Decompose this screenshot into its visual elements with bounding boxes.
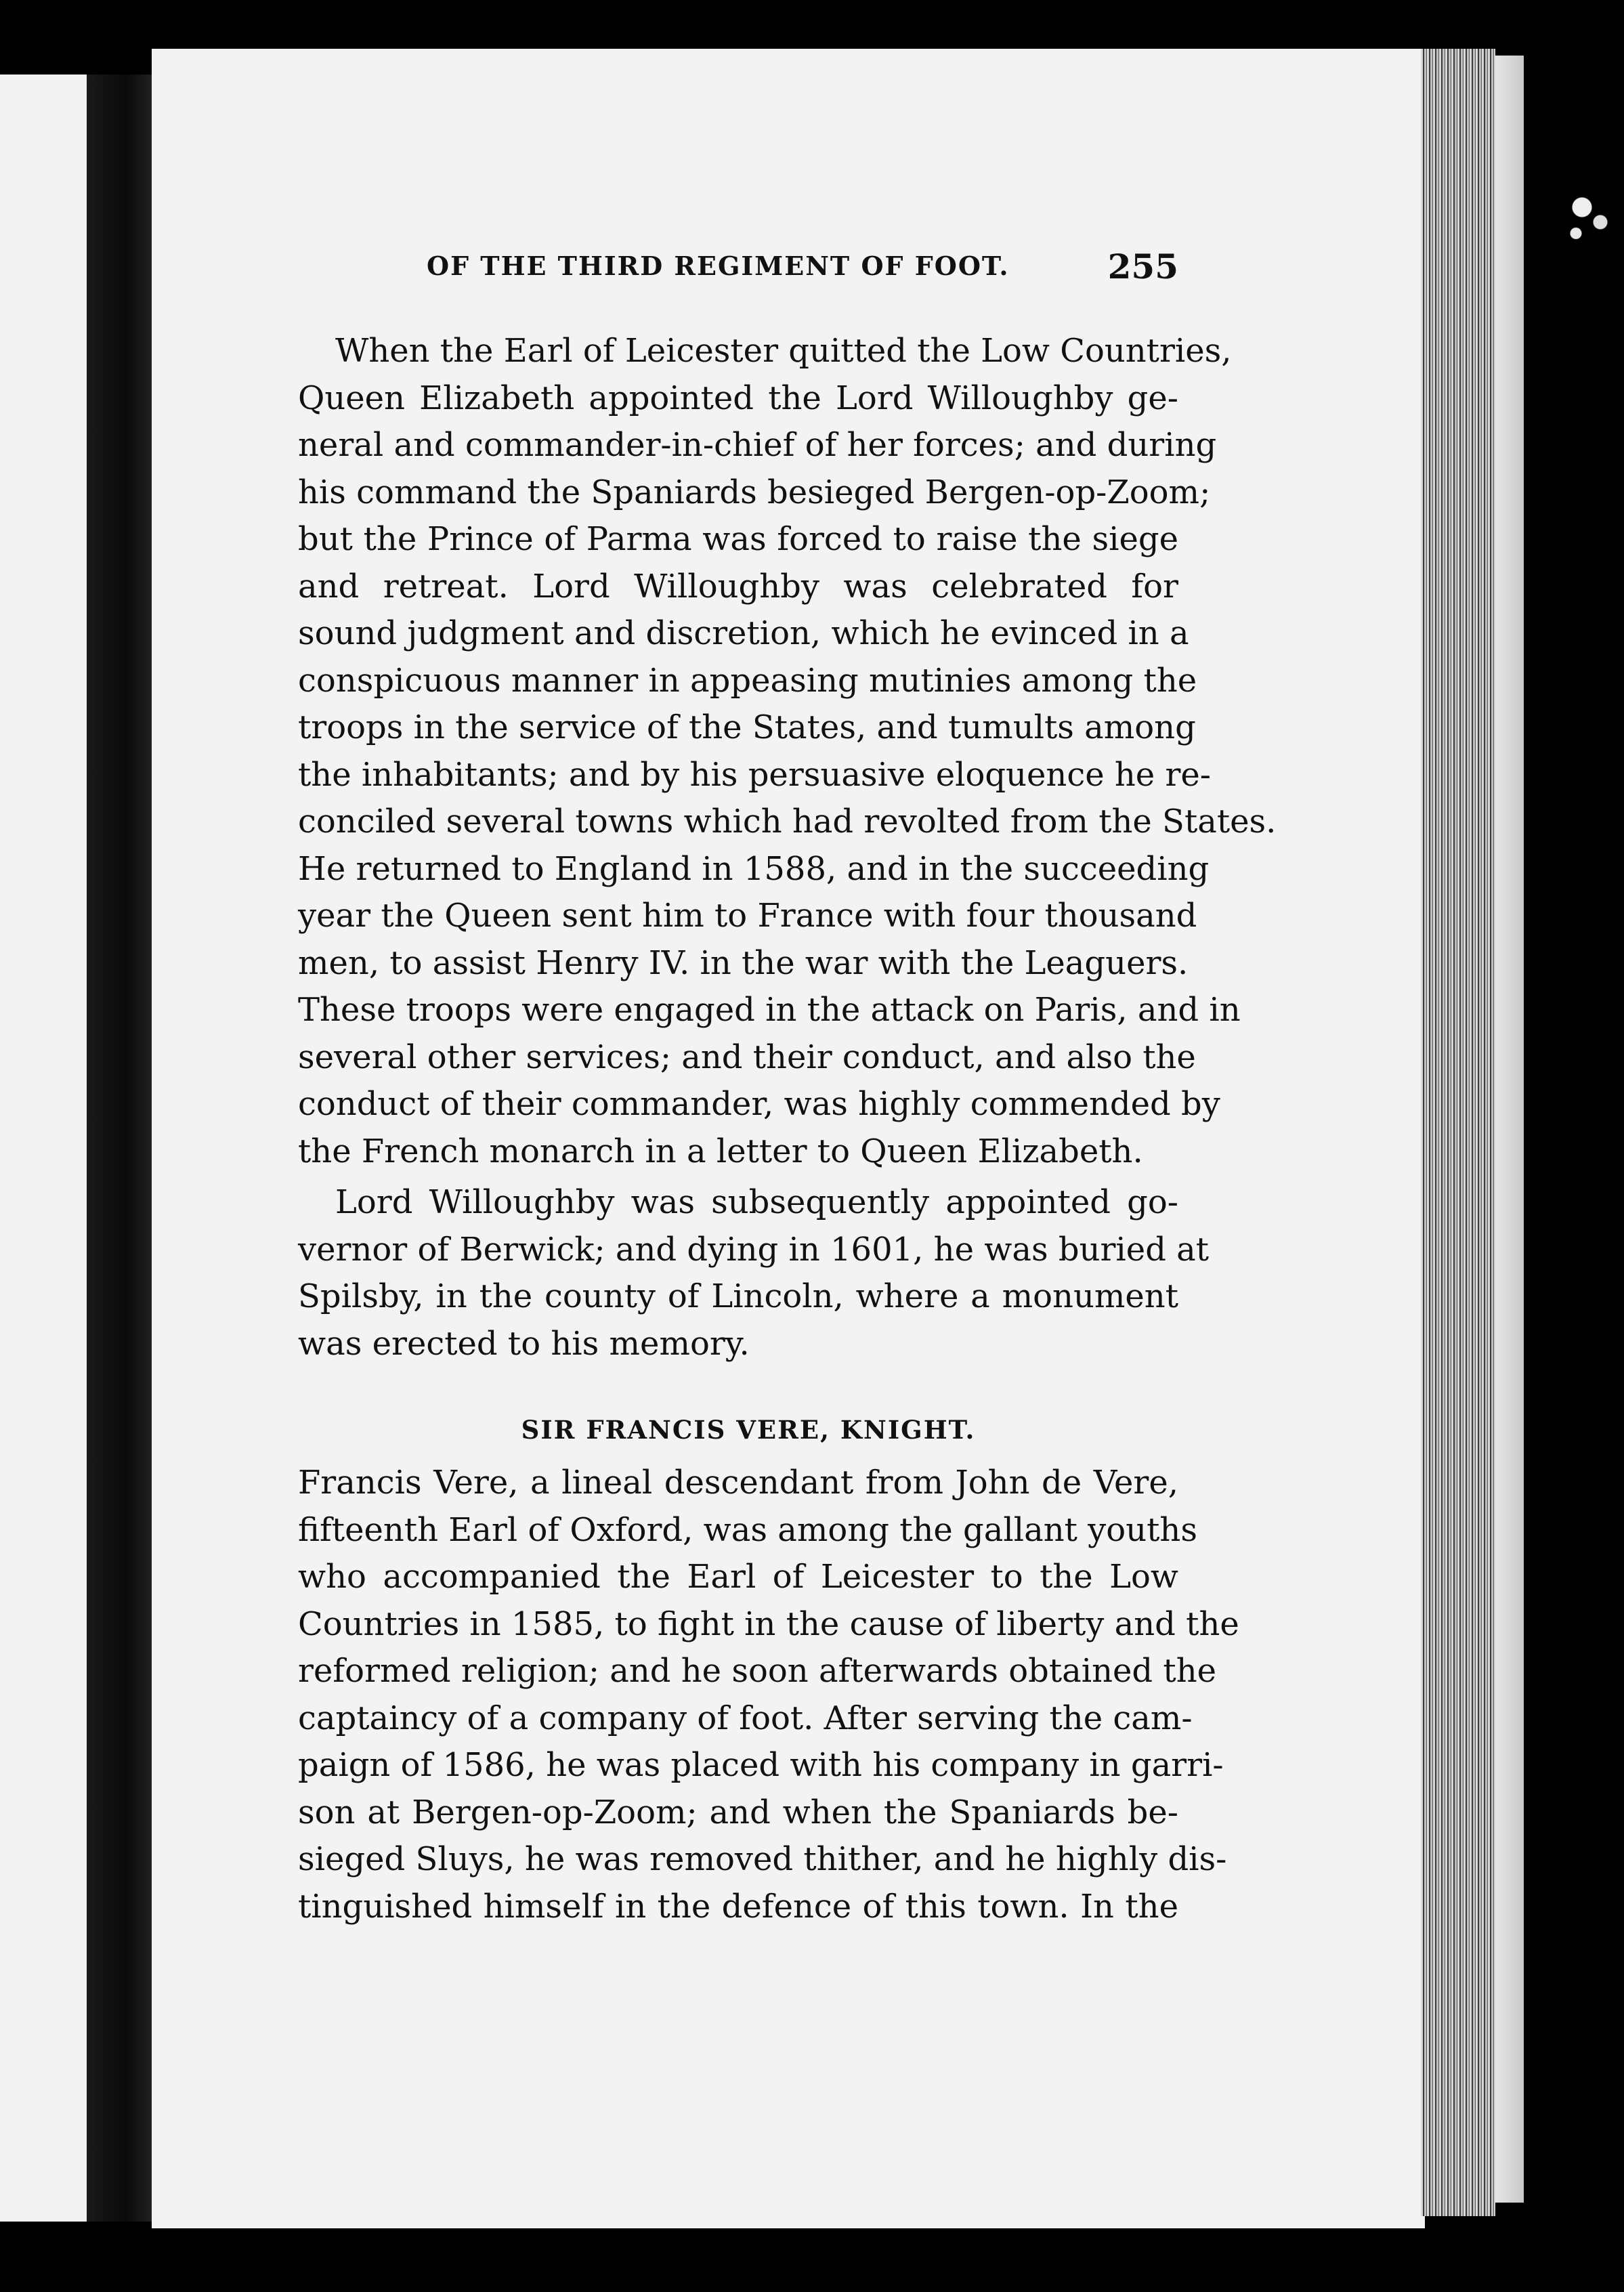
paragraph-lord-willoughby-service	[298, 328, 1277, 1175]
back-cover-edge	[1495, 56, 1524, 2203]
text-line: the inhabitants; and by his persuasive eloquence he re-	[298, 755, 1212, 794]
text-line: neral and commander-in-chief of her forces; and during	[298, 426, 1217, 464]
text-line: Francis Vere, a lineal descendant from John de Vere,	[298, 1464, 1178, 1502]
book-gutter	[87, 75, 152, 2222]
text-line: sound judgment and discretion, which he evinced in a	[298, 614, 1189, 652]
running-head	[298, 247, 1178, 298]
text-line: Countries in 1585, to fight in the cause of liberty and the	[298, 1605, 1239, 1643]
text-line: fifteenth Earl of Oxford, was among the gallant youths	[298, 1510, 1197, 1549]
text-line: tinguished himself in the defence of this town. In the	[298, 1887, 1178, 1926]
text-line: Lord Willoughby was subsequently appointed go-	[335, 1183, 1178, 1221]
text-line: the French monarch in a letter to Queen Elizabeth.	[298, 1132, 1143, 1170]
text-line: who accompanied the Earl of Leicester to the Low	[298, 1558, 1178, 1596]
text-line: sieged Sluys, he was removed thither, and he highly dis-	[298, 1840, 1227, 1878]
text-line: his command the Spaniards besieged Bergen-op-Zoom;	[298, 473, 1211, 511]
page-edge-stack	[1421, 49, 1495, 2216]
text-line: Spilsby, in the county of Lincoln, where a monument	[298, 1277, 1178, 1315]
scan-speckle	[1558, 177, 1619, 252]
text-line: was erected to his memory.	[298, 1324, 750, 1363]
text-line: conciled several towns which had revolted from the States.	[298, 803, 1277, 841]
text-line: paign of 1586, he was placed with his company in garri-	[298, 1746, 1224, 1784]
section-heading: SIR FRANCIS VERE, KNIGHT.	[521, 1415, 976, 1445]
text-line: When the Earl of Leicester quitted the Low Countries,	[335, 332, 1232, 370]
text-line: conduct of their commander, was highly commended by	[298, 1085, 1220, 1123]
paragraph-francis-vere	[298, 1460, 1239, 1930]
text-line: These troops were engaged in the attack on Paris, and in	[298, 991, 1241, 1029]
text-line: year the Queen sent him to France with four thousand	[298, 897, 1197, 935]
text-line: men, to assist Henry IV. in the war with the Leaguers.	[298, 943, 1189, 982]
text-line: troops in the service of the States, and tumults among	[298, 708, 1196, 746]
text-line: and retreat. Lord Willoughby was celebrated for	[298, 567, 1178, 606]
text-line: but the Prince of Parma was forced to raise the siege	[298, 520, 1178, 558]
page-content	[298, 247, 1277, 1930]
text-line: He returned to England in 1588, and in the succeeding	[298, 849, 1210, 888]
text-line: conspicuous manner in appeasing mutinies among the	[298, 661, 1197, 700]
text-line: Queen Elizabeth appointed the Lord Willoughby ge-	[298, 379, 1178, 417]
running-title: OF THE THIRD REGIMENT OF FOOT.	[427, 251, 1010, 281]
text-line: captaincy of a company of foot. After serving the cam-	[298, 1699, 1193, 1737]
paragraph-lord-willoughby-death	[298, 1179, 1210, 1367]
page-number: 255	[1107, 247, 1178, 286]
text-line: vernor of Berwick; and dying in 1601, he was buried at	[298, 1230, 1210, 1269]
text-line: reformed religion; and he soon afterwards obtained the	[298, 1652, 1217, 1690]
text-line: several other services; and their conduct, and also the	[298, 1038, 1196, 1076]
text-line: son at Bergen-op-Zoom; and when the Spaniards be-	[298, 1793, 1178, 1831]
facing-page-edge	[0, 75, 87, 2222]
